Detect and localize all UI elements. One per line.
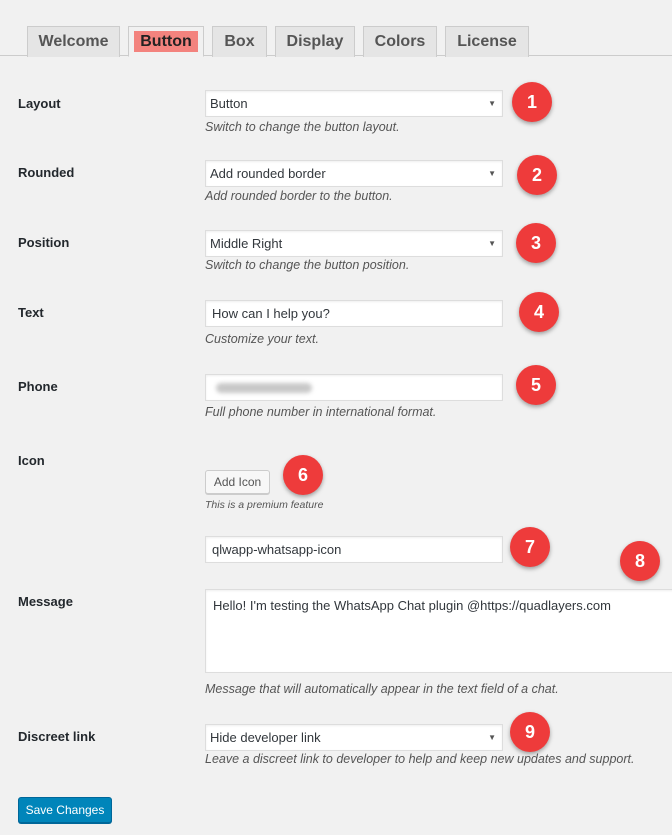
layout-label: Layout bbox=[18, 96, 61, 111]
chevron-down-icon: ▼ bbox=[488, 99, 496, 108]
icon-label: Icon bbox=[18, 453, 45, 468]
chevron-down-icon: ▼ bbox=[488, 239, 496, 248]
phone-input[interactable] bbox=[205, 374, 503, 401]
tab-box[interactable]: Box bbox=[212, 26, 267, 57]
rounded-label: Rounded bbox=[18, 165, 75, 180]
icon-class-input[interactable]: qlwapp-whatsapp-icon bbox=[205, 536, 503, 563]
tab-display[interactable]: Display bbox=[275, 26, 355, 57]
text-label: Text bbox=[18, 305, 44, 320]
tab-bar bbox=[0, 0, 672, 56]
chevron-down-icon: ▼ bbox=[488, 169, 496, 178]
phone-label: Phone bbox=[18, 379, 58, 394]
message-textarea[interactable]: Hello! I'm testing the WhatsApp Chat plugin @https://quadlayers.com bbox=[205, 589, 672, 673]
layout-description: Switch to change the button layout. bbox=[205, 120, 400, 134]
message-label: Message bbox=[18, 594, 73, 609]
callout-badge-7: 7 bbox=[510, 527, 550, 567]
tab-welcome[interactable]: Welcome bbox=[27, 26, 120, 57]
callout-badge-1: 1 bbox=[512, 82, 552, 122]
chevron-down-icon: ▼ bbox=[488, 733, 496, 742]
layout-select[interactable] bbox=[205, 90, 503, 117]
position-label: Position bbox=[18, 235, 70, 250]
phone-description: Full phone number in international format. bbox=[205, 405, 437, 419]
rounded-select[interactable] bbox=[205, 160, 503, 187]
callout-badge-3: 3 bbox=[516, 223, 556, 263]
text-input[interactable]: How can I help you? bbox=[205, 300, 503, 327]
tab-colors[interactable]: Colors bbox=[363, 26, 437, 57]
tab-button-label: Button bbox=[134, 31, 198, 52]
position-description: Switch to change the button position. bbox=[205, 258, 410, 272]
tab-license[interactable]: License bbox=[445, 26, 529, 57]
callout-badge-2: 2 bbox=[517, 155, 557, 195]
discreet-link-label: Discreet link bbox=[18, 729, 96, 744]
discreet-link-select[interactable] bbox=[205, 724, 503, 751]
callout-badge-4: 4 bbox=[519, 292, 559, 332]
add-icon-button[interactable]: Add Icon bbox=[205, 470, 270, 494]
discreet-link-select-value: Hide developer link bbox=[210, 730, 321, 745]
callout-badge-8: 8 bbox=[620, 541, 660, 581]
callout-badge-6: 6 bbox=[283, 455, 323, 495]
tab-button[interactable] bbox=[128, 26, 204, 57]
save-changes-button[interactable]: Save Changes bbox=[18, 797, 112, 823]
premium-feature-note: This is a premium feature bbox=[205, 499, 324, 511]
text-description: Customize your text. bbox=[205, 332, 319, 346]
position-select-value: Middle Right bbox=[210, 236, 283, 251]
discreet-link-description: Leave a discreet link to developer to help and keep new updates and support. bbox=[205, 752, 635, 766]
position-select[interactable] bbox=[205, 230, 503, 257]
rounded-select-value: Add rounded border bbox=[210, 166, 326, 181]
message-description: Message that will automatically appear in the text field of a chat. bbox=[205, 682, 559, 696]
callout-badge-5: 5 bbox=[516, 365, 556, 405]
layout-select-value: Button bbox=[210, 96, 248, 111]
callout-badge-9: 9 bbox=[510, 712, 550, 752]
rounded-description: Add rounded border to the button. bbox=[205, 189, 393, 203]
blurred-phone-number bbox=[216, 383, 312, 393]
